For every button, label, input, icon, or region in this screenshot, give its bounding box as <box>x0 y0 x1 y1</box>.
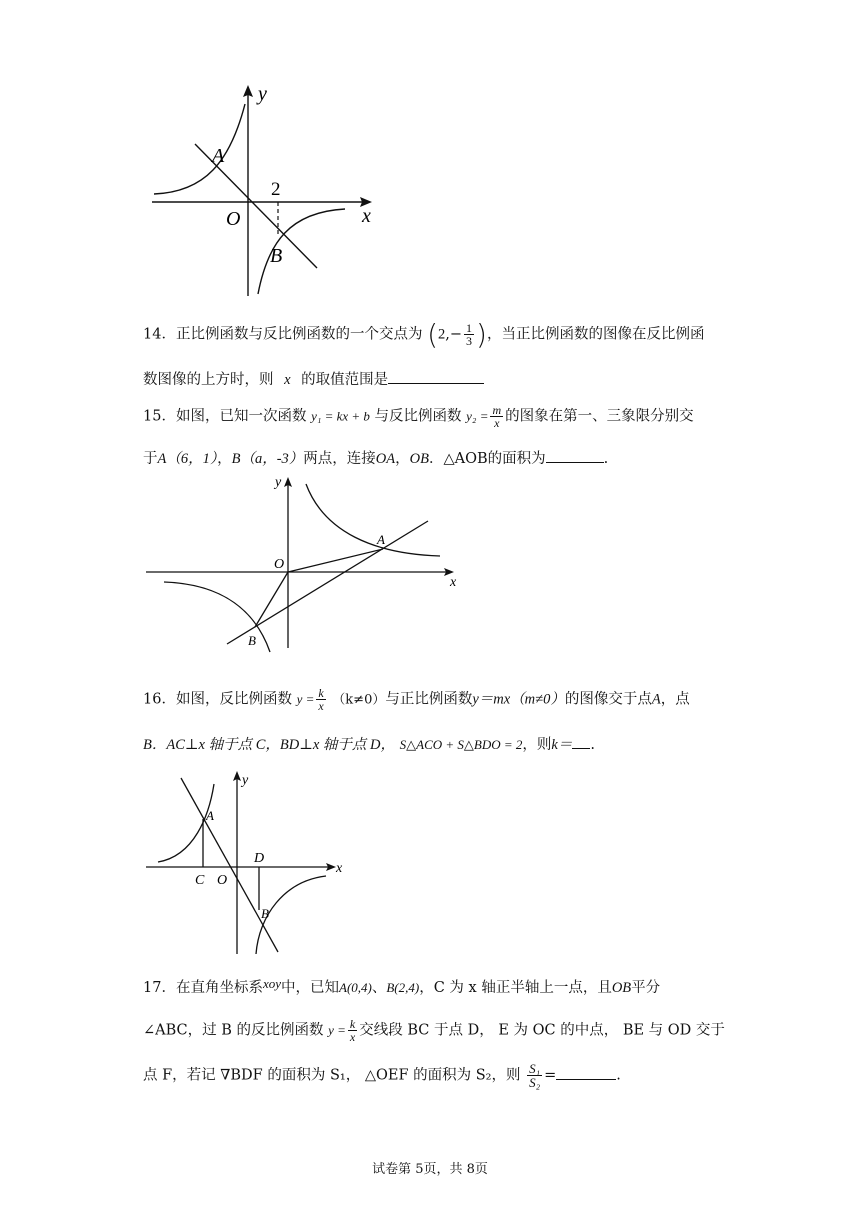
q16-cond1: （k≠0） <box>332 692 386 708</box>
q15-point-b: B（a，-3） <box>231 451 304 467</box>
q17-line2a: ∠ABC，过 B 的反比例函数 <box>143 1022 324 1039</box>
q17-sep: 、 <box>371 980 387 996</box>
q17-ob: OB <box>611 980 632 996</box>
q16-eq1-frac <box>316 687 325 712</box>
q15-end: . <box>603 451 609 467</box>
q17-eq-num: k <box>349 1017 356 1031</box>
q16-eq1-lhs: y = <box>296 691 315 707</box>
q17-answer-blank[interactable] <box>556 1067 616 1080</box>
q17-text1: 在直角坐标系 <box>175 980 263 996</box>
q16-answer-blank[interactable] <box>572 736 590 749</box>
q14-paren-open: ( <box>427 318 438 351</box>
q17-ratio-num: S₁ <box>529 1061 541 1076</box>
q17-text3: ，C 为 x 轴正半轴上一点，且 <box>419 980 612 996</box>
figure-q15-graph <box>144 472 466 654</box>
point-a-label: A <box>377 532 385 547</box>
q17-text4: 平分 <box>631 980 661 996</box>
q14-text4: 的取值范围是 <box>301 372 389 388</box>
figure-q16-graph <box>144 766 354 956</box>
y-axis-label: y <box>258 83 267 105</box>
q15-eq2-num: m <box>492 403 502 417</box>
q17-line3 <box>143 1062 621 1089</box>
q17-sys: xoy <box>262 976 281 991</box>
q16-end: . <box>590 737 595 753</box>
q15-text4: 于 <box>143 451 158 467</box>
q15-text3: 的图象在第一、三象限分别交 <box>505 408 694 425</box>
q17-end: . <box>616 1067 621 1084</box>
q17-eq-lhs: y = <box>328 1022 346 1038</box>
q15-text5: 两点，连接 <box>303 451 376 467</box>
segment-oa <box>288 549 383 572</box>
q16-line2-text: B．AC⊥x 轴于点 C，BD⊥x 轴于点 D， <box>143 737 396 753</box>
q17-number: 17． <box>143 980 176 996</box>
segment-ob <box>255 572 288 627</box>
q15-eq2-lhs: y₂ = <box>466 408 489 424</box>
q16-text2: 与正比例函数 <box>385 691 473 708</box>
tick-2-label: 2 <box>271 179 281 200</box>
q15-line1 <box>143 404 694 429</box>
q16-eq1-num: k <box>318 686 324 700</box>
q15-answer-blank[interactable] <box>546 450 604 463</box>
q16-line2 <box>143 733 595 754</box>
q14-number: 14． <box>143 326 176 343</box>
q15-text1: 如图，已知一次函数 <box>175 408 307 425</box>
q17-line2b: 交线段 BC 于点 D， E 为 OC 的中点， BE 与 OD 交于 <box>359 1022 725 1039</box>
q16-text1: 如图，反比例函数 <box>175 691 292 708</box>
q17-pb: B(2,4) <box>386 980 420 995</box>
q15-eq2-frac <box>490 404 503 429</box>
q15-point-a: A（6，1） <box>157 451 218 467</box>
q16-line1 <box>143 687 690 712</box>
q17-line3a: 点 F，若记 ∇BDF 的面积为 S₁， △OEF 的面积为 S₂，则 <box>143 1067 521 1084</box>
q15-graph-svg <box>144 472 466 654</box>
q13-graph-svg <box>150 82 390 298</box>
q16-text4: ，点 <box>660 691 690 708</box>
y-axis-label: y <box>275 475 282 490</box>
page-footer: 试卷第 5页，共 8页 <box>372 1162 488 1177</box>
origin-label: O <box>274 557 285 572</box>
q14-answer-blank[interactable] <box>388 371 484 384</box>
y-axis-label: y <box>242 773 249 788</box>
q14-frac-num: 1 <box>466 321 473 335</box>
q16-number: 16． <box>143 691 176 708</box>
q17-eq-den: x <box>349 1030 356 1044</box>
q14-var: x <box>284 372 291 388</box>
x-axis-label: x <box>362 205 371 227</box>
origin-label: O <box>217 873 228 888</box>
q15-seg2: OB <box>409 451 429 467</box>
origin-label: O <box>226 208 241 230</box>
q16-text5: ，则 <box>522 737 552 753</box>
q16-graph-svg <box>144 766 354 956</box>
q16-eq2: y＝mx（m≠0） <box>472 691 565 708</box>
q16-eq1-den: x <box>318 699 324 713</box>
q14-frac-den: 3 <box>466 334 473 348</box>
q14-text3: 数图像的上方时，则 <box>143 372 274 388</box>
q15-number: 15． <box>143 408 176 425</box>
q14-text2: ，当正比例函数的图像在反比例函 <box>486 326 705 343</box>
q17-text2: 中，已知 <box>281 980 339 996</box>
q15-line2: 于A（6，1），B（a，-3）两点，连接OA，OB．△AOB的面积为 . <box>143 451 609 467</box>
point-b-label: B <box>261 906 269 921</box>
q17-pa: A(0,4) <box>339 980 372 995</box>
q15-eq1: y₁ = kx + b <box>311 408 370 424</box>
q16-point-a: A <box>651 691 661 708</box>
q16-k-eq: k＝ <box>551 737 573 753</box>
point-c-label: C <box>195 873 205 888</box>
point-a-label: A <box>206 808 214 823</box>
q15-seg1: OA <box>375 451 396 467</box>
point-b-label: B <box>248 633 256 648</box>
point-b-label: B <box>270 245 283 267</box>
point-a-label: A <box>212 145 225 167</box>
q16-text3: 的图像交于点 <box>564 691 652 708</box>
q14-frac <box>464 322 474 347</box>
q14-point-sep: , <box>445 326 450 343</box>
q15-text2: 与反比例函数 <box>374 408 462 425</box>
q17-ratio-frac <box>527 1062 542 1089</box>
point-d-label: D <box>254 851 265 866</box>
q17-eq: = <box>544 1067 557 1084</box>
line-y1 <box>227 521 428 644</box>
q15-text6: ．△AOB的面积为 <box>428 451 546 467</box>
q14-text1: 正比例函数与反比例函数的一个交点为 <box>175 326 423 343</box>
q14-line1: 14．正比例函数与反比例函数的一个交点为 (2,− $\frac{1}{3}$ )，当正比例函数的图像在反比例函 <box>143 318 705 351</box>
q16-sum-eq: S△ACO + S△BDO = 2 <box>399 737 523 752</box>
q17-line1 <box>143 976 660 997</box>
q14-paren-close: ) <box>476 318 487 351</box>
q17-line2 <box>143 1018 725 1043</box>
q17-eq-frac <box>348 1018 357 1043</box>
q15-eq2-den: x <box>494 416 500 430</box>
q17-ratio-den: S₂ <box>529 1075 541 1090</box>
x-axis-label: x <box>336 861 343 876</box>
x-axis-label: x <box>450 575 457 590</box>
q14-line2 <box>143 368 484 389</box>
figure-q13-graph <box>150 82 390 298</box>
q14-point-x: 2 <box>438 326 446 343</box>
hyperbola-branch-first-quadrant <box>306 484 440 556</box>
